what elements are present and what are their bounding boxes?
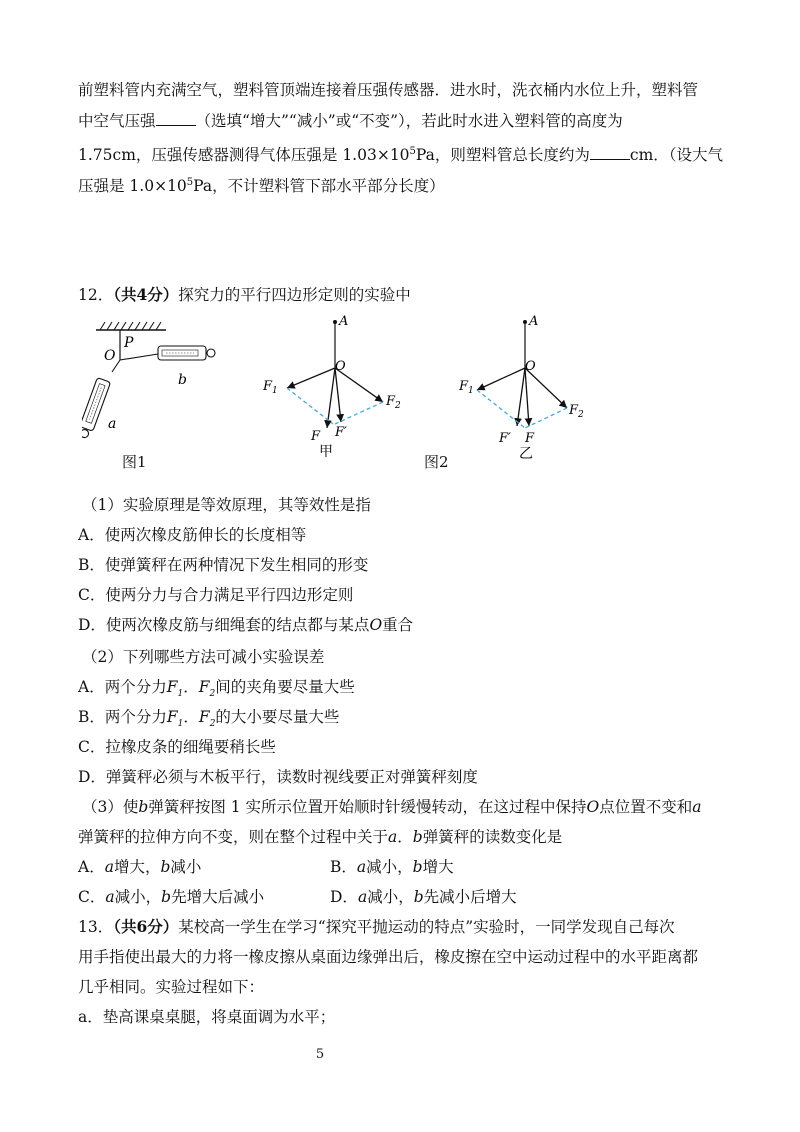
text: ． [397, 828, 413, 846]
text: 先减小后增大 [423, 888, 517, 906]
label-O: O [335, 359, 346, 374]
text-a: a [692, 798, 702, 816]
q12-part1-option-B[interactable]: B．使弹簧秤在两种情况下发生相同的形变 [78, 556, 369, 574]
text: D．使两次橡皮筋与细绳套的结点都与某点 [78, 616, 370, 634]
text: 减小， [366, 858, 413, 876]
figure-2-left [255, 310, 405, 460]
q12-part1-option-C[interactable]: C．使两分力与合力满足平行四边形定则 [78, 586, 354, 604]
q13-heading [78, 917, 675, 937]
text-F: F [166, 678, 178, 696]
text: 弹簧秤的读数变化是 [422, 828, 563, 846]
label-A: A [339, 314, 349, 329]
q12-part2-option-B[interactable] [78, 707, 339, 734]
vector-F2 [525, 368, 567, 408]
text: cm．（设大气 [629, 146, 724, 165]
text: 增大， [113, 858, 161, 876]
q13-line-4: a．垫高课桌桌腿，将桌面调为水平； [78, 1008, 336, 1026]
text: 的大小要尽量大些 [215, 708, 340, 726]
text: 点位置不变和 [599, 798, 693, 816]
q13-line-2: 用手指使出最大的力将一橡皮擦从桌面边缘弹出后，橡皮擦在空中运动过程中的水平距离都 [78, 948, 699, 966]
text: Pa，不计塑料管下部水平部分长度） [193, 177, 445, 196]
text-b: b [412, 828, 423, 846]
question-number: 13． [78, 918, 114, 936]
string-b [120, 354, 158, 360]
text: 某校高一学生在学习“探究平抛运动的特点”实验时，一同学发现自己每次 [178, 918, 675, 936]
intro-line-2 [78, 111, 623, 131]
subscript: 2 [209, 719, 216, 730]
vector-F-prime [517, 368, 525, 426]
text-b: b [138, 798, 149, 816]
label-O: O [525, 359, 536, 374]
q12-part3-option-D[interactable] [330, 887, 517, 907]
label-jia: 甲 [319, 444, 333, 460]
vector-F-prime [335, 368, 341, 422]
text-a: a [356, 858, 367, 876]
q12-part3-stem-line-1 [82, 797, 702, 817]
q12-part1-option-A[interactable]: A．使两次橡皮筋伸长的长度相等 [78, 526, 307, 544]
text: C． [78, 888, 106, 906]
text-F: F [198, 678, 210, 696]
text: 减小， [114, 888, 162, 906]
figure-1-caption: 图1 [122, 453, 147, 471]
text: 压强是 1.0×10 [78, 177, 187, 196]
q12-part2-option-D[interactable]: D．弹簧秤必须与木板平行，读数时视线要正对弹簧秤刻度 [78, 768, 478, 786]
label-F1: $F_1$ [263, 379, 278, 396]
vector-F [327, 368, 335, 428]
subscript: 2 [209, 689, 216, 700]
text: 1.75cm，压强传感器测得气体压强是 1.03×10 [78, 146, 410, 165]
text-O: O [586, 798, 600, 816]
text-b: b [412, 858, 423, 876]
question-score: （共4分） [113, 285, 179, 304]
text: 减小 [170, 858, 202, 876]
text-O: O [369, 616, 383, 634]
intro-line-3 [78, 142, 723, 165]
text: 中空气压强 [78, 112, 156, 130]
text-a: a [104, 858, 114, 876]
label-F2: $F_2$ [569, 403, 584, 420]
text: B．两个分力 [78, 708, 167, 726]
text: ． [183, 678, 199, 696]
q12-part3-stem-line-2 [78, 827, 562, 847]
text: ． [183, 708, 199, 726]
q12-part3-option-C[interactable] [78, 887, 264, 907]
label-A: A [529, 314, 539, 329]
q12-part3-option-A[interactable] [78, 857, 201, 877]
text: D． [330, 888, 358, 906]
text: （3）使 [82, 798, 139, 816]
question-number: 12． [78, 286, 114, 304]
intro-line-1: 前塑料管内充满空气，塑料管顶端连接着压强传感器．进水时，洗衣桶内水位上升，塑料管 [78, 81, 699, 99]
label-a: a [108, 416, 117, 432]
text: B． [330, 858, 357, 876]
text: A．两个分力 [78, 678, 167, 696]
label-yi: 乙 [519, 446, 533, 460]
figure-2-right [445, 310, 595, 460]
text-b: b [413, 888, 424, 906]
text: 增大 [422, 858, 454, 876]
figure-1 [82, 318, 232, 448]
text-a: a [105, 888, 115, 906]
label-F: F [525, 431, 535, 446]
text: 先增大后减小 [171, 888, 265, 906]
text: （选填“增大”“减小”或“不变”），若此时水进入塑料管的高度为 [195, 112, 623, 130]
answer-blank-2[interactable] [590, 145, 630, 160]
q12-heading [78, 285, 411, 305]
q12-part1-stem: （1）实验原理是等效原理，其等效性是指 [82, 496, 371, 514]
label-F-prime: F′ [335, 425, 347, 440]
exponent: 5 [186, 177, 194, 188]
q12-part3-option-B[interactable] [330, 857, 454, 877]
text-b: b [161, 888, 172, 906]
spring-scale-a [82, 378, 111, 440]
q12-part2-option-A[interactable] [78, 677, 355, 704]
label-F: F [311, 429, 321, 444]
q12-part2-option-C[interactable]: C．拉橡皮条的细绳要稍长些 [78, 738, 276, 756]
text-a: a [357, 888, 368, 906]
subscript: 1 [177, 689, 184, 700]
text: A． [78, 858, 105, 876]
label-F2: $F_2$ [386, 394, 401, 411]
text: 弹簧秤的拉伸方向不变，则在整个过程中关于 [78, 828, 389, 846]
label-F1: $F_1$ [459, 379, 474, 396]
text: 弹簧秤按图 1 实所示位置开始顺时针缓慢转动，在这过程中保持 [148, 798, 587, 816]
label-F-prime: F′ [499, 431, 511, 446]
question-stem: 探究力的平行四边形定则的实验中 [178, 286, 411, 304]
text: Pa，则塑料管总长度约为 [415, 146, 590, 165]
text-a: a [388, 828, 398, 846]
label-b: b [178, 372, 187, 388]
text: 间的夹角要尽量大些 [215, 678, 355, 696]
answer-blank-1[interactable] [156, 111, 196, 126]
text: 重合 [382, 616, 414, 634]
q12-part1-option-D[interactable] [78, 615, 413, 635]
text-b: b [160, 858, 171, 876]
label-P: P [124, 335, 134, 351]
vector-F1 [287, 368, 335, 388]
text: 减小， [367, 888, 414, 906]
label-O: O [104, 348, 116, 364]
q13-line-3: 几乎相同。实验过程如下： [78, 978, 265, 996]
text-F: F [166, 708, 178, 726]
exponent: 5 [409, 146, 416, 157]
text-F: F [198, 708, 210, 726]
page-number: 5 [315, 1047, 325, 1062]
vector-F [525, 368, 529, 426]
ceiling-hatch [100, 322, 161, 330]
q12-part2-stem: （2）下列哪些方法可减小实验误差 [82, 648, 325, 666]
subscript: 1 [177, 719, 184, 730]
intro-line-4 [78, 173, 445, 196]
question-score: （共6分） [113, 917, 179, 936]
figure-2-caption: 图2 [424, 453, 449, 471]
vector-F1 [477, 368, 525, 390]
